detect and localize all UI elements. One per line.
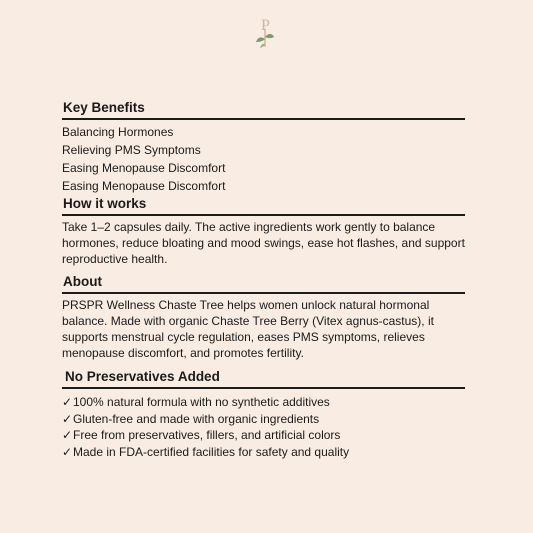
- list-item-text: Gluten-free and made with organic ingredients: [73, 411, 320, 426]
- list-item: Easing Menopause Discomfort: [62, 179, 226, 193]
- features-list: [62, 394, 465, 460]
- section-title: No Preservatives Added: [65, 369, 220, 384]
- divider: [62, 292, 465, 294]
- benefits-list: [62, 123, 465, 195]
- list-item: [62, 394, 465, 411]
- list-item: [62, 427, 465, 444]
- product-details: [62, 99, 465, 460]
- check-icon: ✓: [62, 395, 73, 409]
- section-about: [62, 273, 465, 361]
- section-title: How it works: [63, 196, 147, 211]
- divider: [62, 214, 465, 216]
- divider: [62, 387, 465, 389]
- section-title: About: [63, 274, 102, 289]
- check-icon: ✓: [62, 444, 73, 459]
- brand-logo-icon: [254, 15, 276, 51]
- list-item: Easing Menopause Discomfort: [62, 161, 226, 175]
- check-icon: ✓: [62, 411, 73, 426]
- section-text: PRSPR Wellness Chaste Tree helps women unlock natural hormonal balance. Made with organic Chaste Tree Berry (Vitex agnus-castus), it supports menstrual cycle regulation, eases PMS symptoms, relieves menopause discomfort, and promotes fertility.: [62, 298, 434, 360]
- divider: [62, 118, 465, 120]
- list-item-text: 100% natural formula with no synthetic additives: [73, 395, 330, 409]
- list-item-text: Made in FDA-certified facilities for safety and quality: [73, 444, 350, 459]
- section-key-benefits: [62, 99, 465, 195]
- check-icon: ✓: [62, 428, 73, 442]
- section-how-it-works: [62, 195, 465, 267]
- list-item: Relieving PMS Symptoms: [62, 143, 201, 157]
- logo-letter: P: [261, 17, 270, 34]
- list-item: [62, 411, 465, 428]
- list-item-text: Free from preservatives, fillers, and artificial colors: [73, 428, 341, 442]
- section-no-preservatives: [62, 368, 465, 460]
- section-title: Key Benefits: [63, 100, 145, 115]
- section-text: Take 1–2 capsules daily. The active ingredients work gently to balance hormones, reduce bloating and mood swings, ease hot flashes, and support reproductive health.: [62, 220, 465, 266]
- list-item: Balancing Hormones: [62, 125, 174, 139]
- list-item: [62, 444, 465, 461]
